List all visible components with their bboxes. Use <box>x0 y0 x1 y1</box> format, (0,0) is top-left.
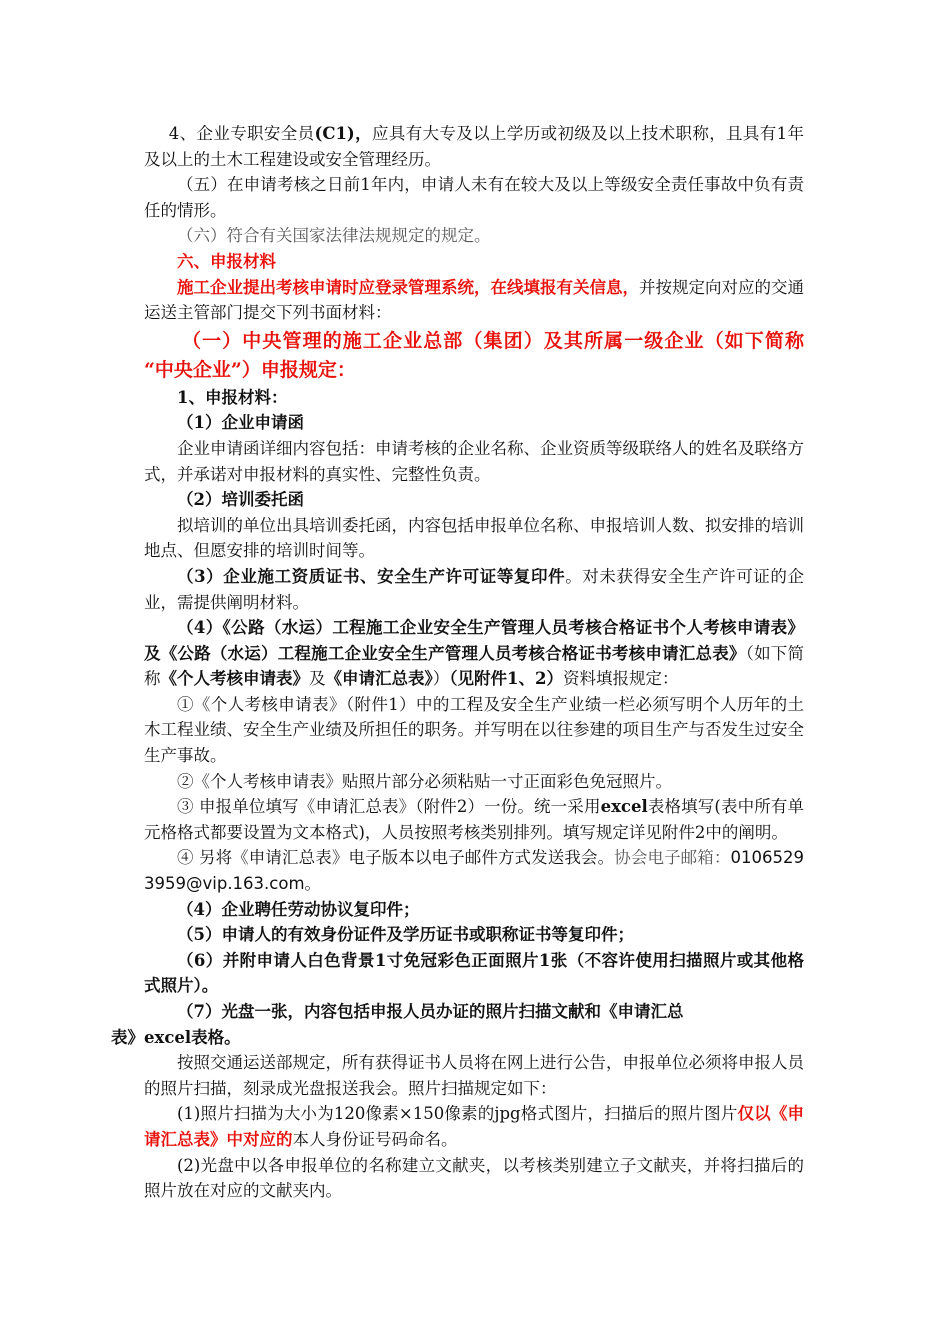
paragraph-safety-officer: 4、企业专职安全员(C1)，应具有大专及以上学历或初级及以上技术职称，且具有1年及以上的土木工程建设或安全管理经历。 <box>144 124 805 169</box>
paragraph-disc: （7）光盘一张，内容包括申报人员办证的照片扫描文献和《申请汇总 表》excel表格。 <box>111 1002 684 1047</box>
paragraph-qualification-certificate: （3）企业施工资质证书、安全生产许可证等复印件。对未获得安全生产许可证的企业，需提供阐明材料。 <box>144 566 805 612</box>
paragraph-rule-2: ②《个人考核申请表》贴照片部分必须粘贴一寸正面彩色免冠照片。 <box>177 771 672 791</box>
paragraph-application-letter: 企业申请函详细内容包括：申请考核的企业名称、企业资质等级联络人的姓名及联络方式，并承诺对申报材料的真实性、完整性负责。 <box>144 438 804 484</box>
paragraph-item-5: （五）在申请考核之日前1年内，申请人未有在较大及以上等级安全责任事故中负有责任的情形。 <box>144 175 804 220</box>
paragraph-labor-contract: （4）企业聘任劳动协议复印件； <box>177 899 420 919</box>
heading-training-letter: （2）培训委托函 <box>177 490 304 510</box>
paragraph-training-letter: 拟培训的单位出具培训委托函，内容包括申报单位名称、申报培训人数、拟安排的培训地点、但愿安排的培训时间等。 <box>144 515 804 561</box>
heading-submission-materials: 1、申报材料： <box>177 387 288 407</box>
paragraph-rule-4: ④ 另将《申请汇总表》电子版本以电子邮件方式发送我会。协会电子邮箱：01065293959@vip.163.com。 <box>144 848 805 894</box>
paragraph-id-documents: （5）申请人的有效身份证件及学历证书或职称证书等复印件； <box>177 925 634 945</box>
paragraph-photo: （6）并附申请人白色背景1寸免冠彩色正面照片1张（不容许使用扫描照片或其他格式照片）。 <box>144 950 804 996</box>
paragraph-submission-intro: 施工企业提出考核申请时应登录管理系统，在线填报有关信息，并按规定向对应的交通运送主管部门提交下列书面材料： <box>144 277 804 323</box>
paragraph-photo-rule-2: (2)光盘中以各申报单位的名称建立文献夹，以考核类别建立子文献夹，并将扫描后的照片放在对应的文献夹内。 <box>144 1155 804 1201</box>
email-address: 01065293959@vip.163.com <box>144 848 805 894</box>
paragraph-rule-1: ①《个人考核申请表》（附件1）中的工程及安全生产业绩一栏必须写明个人历年的土木工程业绩、安全生产业绩及所担任的职务。并写明在以往参建的项目生产与否发生过安全生产事故。 <box>144 694 804 766</box>
section-heading-materials: 六、申报材料 <box>177 251 276 271</box>
paragraph-application-forms: （4）《公路（水运）工程施工企业安全生产管理人员考核合格证书个人考核申请表》及《公路（水运）工程施工企业安全生产管理人员考核合格证书考核申请汇总表》（如下简称《个人考核申请表》及《申请汇总表》）（见附件1、2）资料填报规定： <box>144 618 805 689</box>
paragraph-rule-3: ③ 申报单位填写《申请汇总表》（附件2）一份。统一采用excel表格填写(表中所有单元格格式都要设置为文本格式)，人员按照考核类别排列。填写规定详见附件2中的阐明。 <box>144 797 804 842</box>
document-page <box>111 121 805 1204</box>
paragraph-photo-rules: 按照交通运送部规定，所有获得证书人员将在网上进行公告，申报单位必须将申报人员的照片扫描，刻录成光盘报送我会。照片扫描规定如下： <box>144 1053 804 1098</box>
heading-central-enterprise: （一）中央管理的施工企业总部（集团）及其所属一级企业（如下简称 “中央企业”）申报规定： <box>144 329 804 381</box>
paragraph-photo-rule-1: (1)照片扫描为大小为120像素×150像素的jpg格式图片，扫描后的照片图片仅以《申请汇总表》中对应的本人身份证号码命名。 <box>144 1104 804 1149</box>
paragraph-item-6: （六）符合有关国家法律法规规定的规定。 <box>177 226 491 246</box>
heading-application-letter: （1）企业申请函 <box>177 413 304 433</box>
